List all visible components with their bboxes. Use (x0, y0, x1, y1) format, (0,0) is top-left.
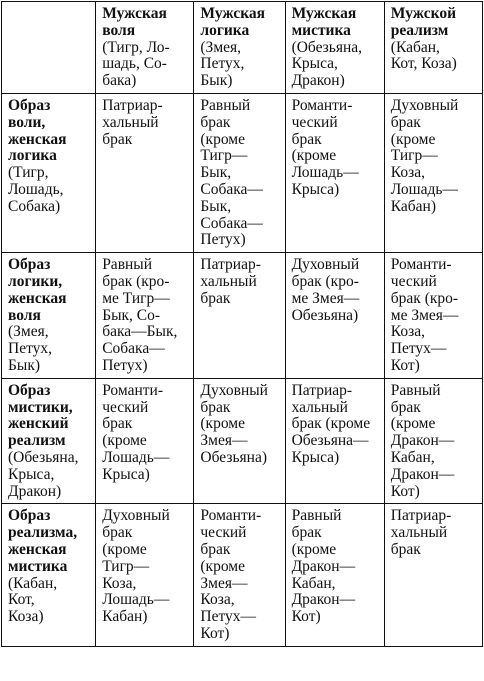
cell-line: Коза, (390, 164, 425, 182)
cell-line: Петух— (390, 340, 447, 358)
column-header-0 (96, 2, 194, 94)
cell-line: бака—Бык, (102, 323, 178, 341)
cell-line: (Кабан, (390, 38, 440, 56)
cell-line: Духовный (200, 381, 268, 399)
cell-line: Обезьяна— (291, 432, 369, 450)
cell-line: Лошадь— (291, 164, 359, 182)
cell-line: хальный (291, 398, 348, 416)
cell-line: логика (200, 21, 250, 39)
cell-line: Духовный (102, 507, 170, 525)
cell-line: брак (200, 289, 231, 307)
table-cell (285, 253, 384, 379)
cell-line: Крыса, (8, 465, 55, 483)
cell-line: (Обезьяна, (291, 38, 363, 56)
cell-line: (Кабан, (8, 574, 58, 592)
cell-line: брак (200, 398, 231, 416)
cell-line: (Змея, (8, 323, 49, 341)
cell-line: воля (8, 306, 41, 324)
cell-line: Дракон— (291, 591, 356, 609)
cell-line: мистика (291, 21, 351, 39)
cell-line: брак (390, 540, 421, 558)
cell-line: (кроме (291, 147, 337, 165)
row-header-1 (2, 253, 96, 379)
cell-line: женский (8, 415, 69, 433)
cell-line: ческий (102, 398, 149, 416)
cell-line: воля (102, 21, 136, 39)
cell-line: Змея— (200, 574, 248, 592)
cell-line: Равный (291, 507, 342, 525)
table-row (2, 504, 483, 646)
cell-line: брак (200, 540, 231, 558)
cell-line: реализма, (8, 524, 78, 542)
cell-line: (кроме (390, 415, 436, 433)
cell-line: брак (кро- (291, 272, 359, 290)
cell-line: женская (8, 289, 67, 307)
cell-line: Кот) (390, 356, 420, 374)
cell-line: Мужская (102, 5, 167, 22)
cell-line: брак (390, 113, 421, 131)
cell-line: Кабан) (102, 608, 148, 626)
table-cell (96, 378, 194, 504)
cell-line: Романти- (291, 96, 353, 114)
cell-line: (кроме (291, 540, 337, 558)
cell-line: Равный (200, 96, 251, 114)
table-cell (285, 378, 384, 504)
cell-line: Петух, (8, 340, 53, 358)
cell-line: (кроме (102, 540, 147, 558)
cell-line: Собака) (8, 197, 61, 215)
cell-line: Коза, (390, 323, 425, 341)
cell-line: Равный (390, 381, 441, 399)
cell-line: логика (8, 147, 57, 165)
cell-line: хальный (390, 524, 448, 542)
cell-line: Патриар- (291, 381, 353, 399)
table-cell (285, 504, 384, 646)
cell-line: (Змея, (200, 38, 242, 56)
cell-line: брак (102, 130, 133, 148)
table-cell (96, 93, 194, 252)
cell-line: (Тигр, (8, 164, 49, 182)
table-row (2, 93, 483, 252)
cell-line: Собака— (200, 180, 263, 198)
column-header-1 (194, 2, 285, 94)
cell-line: Образ (8, 507, 51, 525)
cell-line: Образ (8, 256, 51, 274)
cell-line: Духовный (291, 256, 360, 274)
cell-line: Коза, (102, 574, 137, 592)
cell-line: брак (390, 398, 421, 416)
table-cell (194, 93, 285, 252)
cell-line: Дракон— (390, 432, 455, 450)
table-cell (384, 378, 482, 504)
corner-cell (2, 2, 96, 94)
cell-line: брак (102, 524, 133, 542)
cell-line: Романти- (200, 507, 262, 525)
cell-line: (кроме (200, 557, 245, 575)
cell-line: Кот) (291, 608, 321, 626)
cell-line: мистики, (8, 398, 73, 416)
cell-line: Мужская (291, 5, 357, 22)
cell-line: Тигр— (390, 147, 438, 165)
cell-line: (кроме (390, 130, 436, 148)
cell-line: Мужской (390, 5, 456, 22)
cell-line: Бык, Со- (102, 306, 161, 324)
cell-line: Равный (102, 256, 153, 274)
cell-line: брак (291, 130, 322, 148)
cell-line: Лошадь— (390, 180, 458, 198)
cell-line: Бык, (200, 164, 232, 182)
cell-line: Лошадь— (102, 448, 170, 466)
cell-line: (Тигр, Ло- (102, 38, 170, 56)
row-header-0 (2, 93, 96, 252)
table-cell (384, 93, 482, 252)
cell-line: Крыса) (291, 448, 340, 466)
table-cell (194, 378, 285, 504)
cell-line: Петух) (102, 356, 148, 374)
cell-line: Тигр— (102, 557, 150, 575)
cell-line: (кроме (200, 130, 245, 148)
cell-line: реализм (390, 21, 449, 39)
cell-line: Тигр— (200, 147, 248, 165)
cell-line: Патриар- (390, 507, 452, 525)
cell-line: Кабан, (390, 448, 435, 466)
cell-line: Дракон) (8, 482, 62, 500)
cell-line: Дракон— (390, 465, 455, 483)
cell-line: логики, (8, 272, 63, 290)
cell-line: Обезьяна) (291, 306, 359, 324)
table-cell (285, 93, 384, 252)
row-header-2 (2, 378, 96, 504)
cell-line: Образ (8, 381, 51, 399)
cell-line: Патриар- (102, 96, 163, 114)
cell-line: Крыса) (102, 465, 150, 483)
cell-line: Дракон— (291, 557, 356, 575)
cell-line: Романти- (390, 256, 452, 274)
cell-line: Бык) (200, 72, 233, 90)
cell-line: Собака— (200, 214, 263, 232)
cell-line: Образ (8, 96, 51, 114)
cell-line: Обезьяна) (200, 448, 267, 466)
cell-line: мистика (8, 557, 68, 575)
cell-line: Коза, (200, 591, 235, 609)
cell-line: Лошадь— (102, 591, 170, 609)
cell-line: ме Тигр— (102, 289, 170, 307)
cell-line: Патриар- (200, 256, 261, 274)
table-cell (384, 253, 482, 379)
cell-line: Мужская (200, 5, 266, 22)
marriage-compatibility-table (1, 1, 483, 647)
row-header-3 (2, 504, 96, 646)
cell-line: бака) (102, 72, 137, 90)
cell-line: Коза) (8, 608, 44, 626)
cell-line: хальный (200, 272, 257, 290)
cell-line: (Обезьяна, (8, 448, 79, 466)
cell-line: Петух) (200, 231, 246, 249)
cell-line: воли, (8, 113, 46, 131)
cell-line: Петух— (200, 608, 257, 626)
header-row (2, 2, 483, 94)
cell-line: Крыса, (291, 55, 338, 73)
cell-line: Бык, (200, 197, 232, 215)
cell-line: реализм (8, 432, 66, 450)
cell-line: хальный (102, 113, 159, 131)
cell-line: Змея— (200, 432, 248, 450)
cell-line: ческий (291, 113, 338, 131)
cell-line: брак (102, 415, 133, 433)
cell-line: Кабан) (390, 197, 437, 215)
table-row (2, 378, 483, 504)
cell-line: Духовный (390, 96, 459, 114)
cell-line: (кроме (200, 415, 245, 433)
cell-line: Кабан, (291, 574, 336, 592)
table-cell (96, 504, 194, 646)
cell-line: ческий (200, 524, 247, 542)
cell-line: Петух, (200, 55, 245, 73)
cell-line: брак (кроме (291, 415, 371, 433)
table-cell (194, 253, 285, 379)
cell-line: ческий (390, 272, 437, 290)
cell-line: Бык) (8, 356, 41, 374)
column-header-3 (384, 2, 482, 94)
cell-line: брак (200, 113, 231, 131)
cell-line: ме Змея— (291, 289, 360, 307)
cell-line: брак (291, 524, 322, 542)
cell-line: Крыса) (291, 180, 340, 198)
table-cell (384, 504, 482, 646)
cell-line: брак (кро- (390, 289, 459, 307)
table-cell (194, 504, 285, 646)
cell-line: женская (8, 130, 67, 148)
cell-line: ме Змея— (390, 306, 459, 324)
cell-line: Романти- (102, 381, 163, 399)
cell-line: шадь, Со- (102, 55, 167, 73)
cell-line: (кроме (102, 432, 147, 450)
table-row (2, 253, 483, 379)
cell-line: Лошадь, (8, 180, 64, 198)
cell-line: брак (кро- (102, 272, 170, 290)
cell-line: Собака— (102, 340, 165, 358)
cell-line: Кот) (390, 482, 420, 500)
cell-line: Кот, (8, 591, 35, 609)
cell-line: Дракон) (291, 72, 345, 90)
table-cell (96, 253, 194, 379)
cell-line: Кот, Коза) (390, 55, 457, 73)
cell-line: женская (8, 540, 67, 558)
column-header-2 (285, 2, 384, 94)
cell-line: Кот) (200, 624, 230, 642)
